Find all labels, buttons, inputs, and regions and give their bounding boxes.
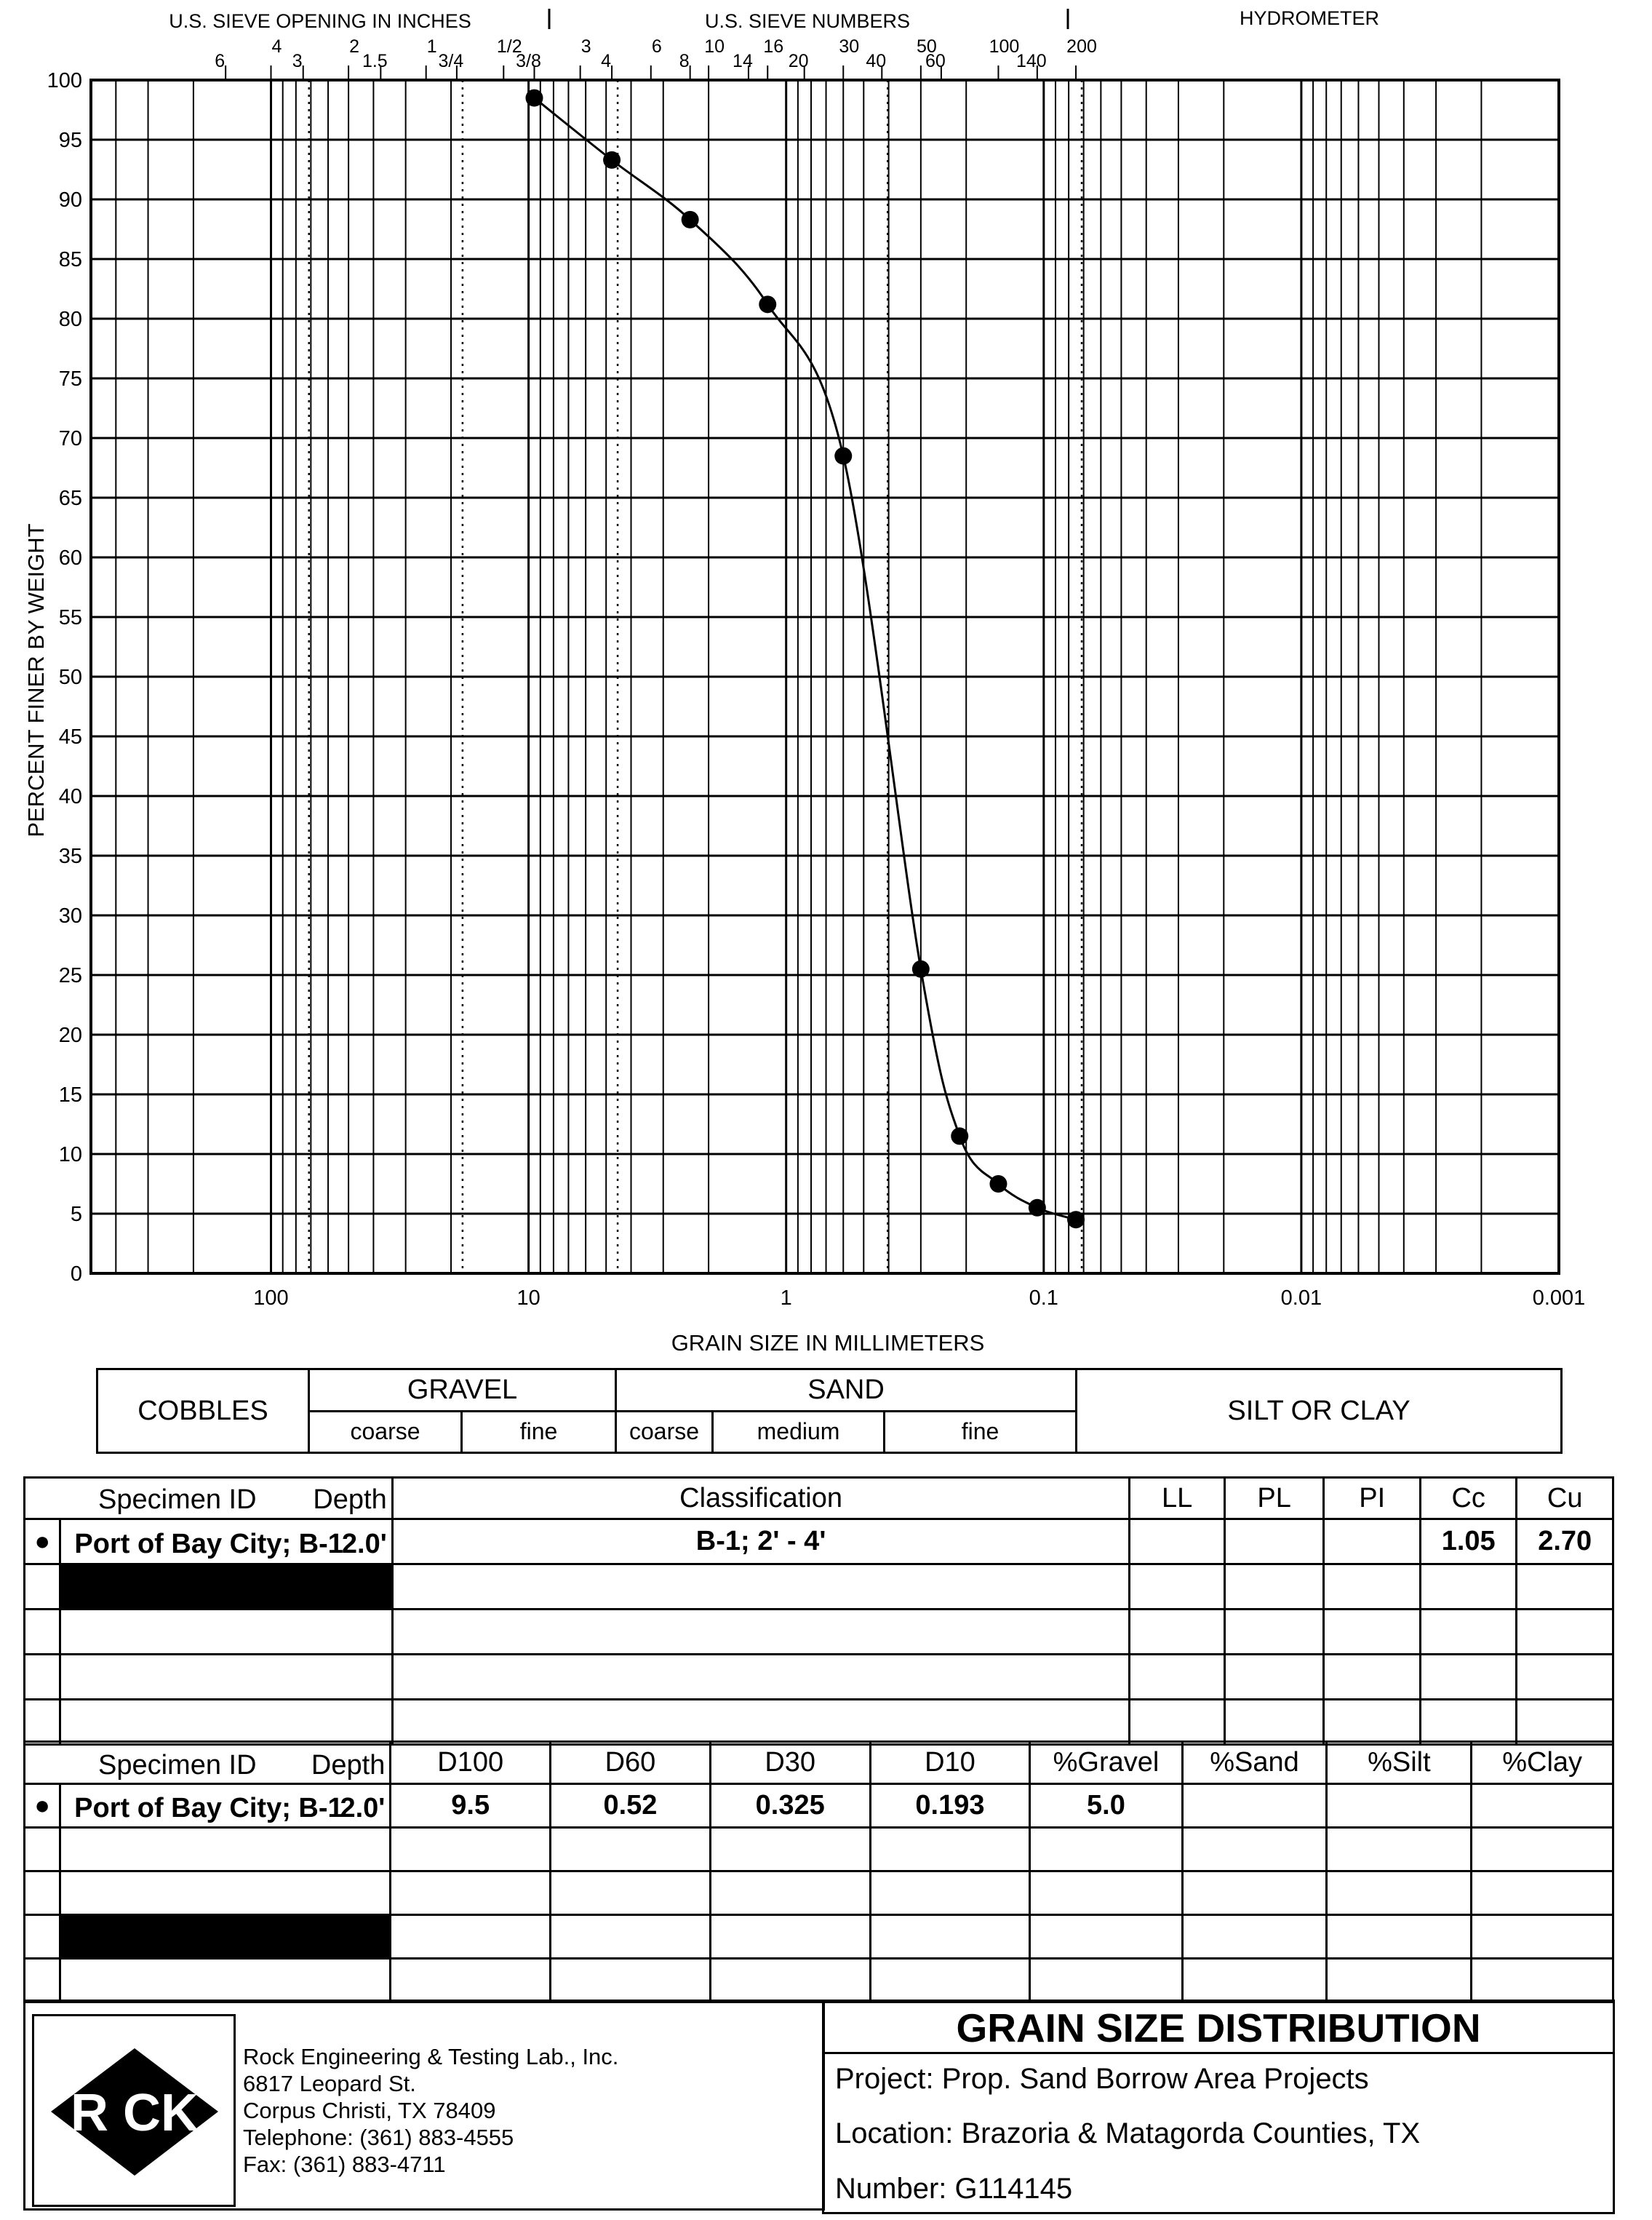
sieve-markers: [215, 36, 1097, 1273]
table2-d100-value: 9.5: [391, 1784, 551, 1828]
sieve-label: 40: [866, 51, 887, 71]
circle-marker-icon: ●: [34, 1526, 51, 1556]
sieve-label: 8: [679, 51, 690, 71]
y-tick-label: 60: [58, 546, 82, 570]
company-telephone: Telephone: (361) 883-4555: [243, 2125, 514, 2150]
y-tick-label: 95: [58, 129, 82, 152]
y-tick-label: 100: [47, 69, 82, 92]
logo-text: R CK: [71, 2084, 199, 2142]
classification-table: [23, 1476, 1614, 1746]
data-point: [1067, 1211, 1085, 1228]
data-point: [759, 295, 776, 313]
y-tick-label: 45: [58, 725, 82, 749]
table-row: [25, 1700, 60, 1745]
table-row: [25, 1871, 60, 1915]
table2-header-d60: D60: [551, 1742, 711, 1784]
sieve-label: 200: [1066, 36, 1097, 57]
table2-clay-value: [1472, 1784, 1613, 1828]
company-name: Rock Engineering & Testing Lab., Inc.: [243, 2044, 619, 2069]
x-tick-label: 100: [253, 1286, 289, 1310]
report-title: GRAIN SIZE DISTRIBUTION: [956, 2005, 1481, 2050]
gradation-curve: [534, 98, 1076, 1220]
company-city: Corpus Christi, TX 78409: [243, 2098, 496, 2123]
x-tick-label: 0.1: [1029, 1286, 1058, 1310]
y-tick-label: 85: [58, 248, 82, 271]
table2-header-gravel: %Gravel: [1030, 1742, 1182, 1784]
location-line: Location: Brazoria & Matagorda Counties, TX: [835, 2117, 1421, 2149]
rock-logo: [44, 2045, 226, 2179]
table1-pl-value: [1224, 1519, 1324, 1564]
sieve-label: 4: [271, 36, 282, 57]
table1-ll-value: [1130, 1519, 1224, 1564]
table2-depth-value: 2.0': [340, 1793, 386, 1823]
table2-header-d30: D30: [710, 1742, 870, 1784]
table1-header-pl: PL: [1224, 1478, 1324, 1519]
y-tick-label: 25: [58, 964, 82, 987]
table2-d60-value: 0.52: [551, 1784, 711, 1828]
table-row: [25, 1655, 60, 1700]
hydrometer-header: HYDROMETER: [1239, 7, 1380, 29]
sieve-label: 3: [292, 51, 303, 71]
table-row: [25, 1564, 60, 1610]
data-point: [525, 89, 543, 107]
sieve-label: 6: [215, 51, 226, 71]
x-tick-label: 10: [516, 1286, 540, 1310]
table2-depth-label: Depth: [311, 1750, 386, 1781]
y-tick-label: 0: [70, 1262, 82, 1286]
y-axis-title: PERCENT FINER BY WEIGHT: [23, 523, 49, 838]
data-point: [603, 151, 621, 169]
y-tick-label: 10: [58, 1143, 82, 1166]
sieve-label: 30: [839, 36, 860, 57]
gradation-table: [23, 1740, 1614, 2003]
table2-sand-value: [1182, 1784, 1327, 1828]
sieve-label: 10: [704, 36, 725, 57]
title-divider: [822, 2052, 1615, 2054]
sand-label: SAND: [616, 1369, 1077, 1412]
redacted-cell: [60, 1564, 392, 1610]
table2-header-specimen: [25, 1742, 391, 1784]
sieve-label: 1: [426, 36, 437, 57]
project-line: Project: Prop. Sand Borrow Area Projects: [835, 2063, 1369, 2095]
sieve-label: 1/2: [496, 36, 522, 57]
y-tick-label: 5: [70, 1203, 82, 1226]
table1-header-cu: Cu: [1517, 1478, 1613, 1519]
sieve-label: 60: [925, 51, 946, 71]
company-fax: Fax: (361) 883-4711: [243, 2152, 446, 2177]
sieve-opening-inches-header: U.S. SIEVE OPENING IN INCHES: [169, 10, 471, 32]
sieve-label: 14: [733, 51, 753, 71]
table1-classification-value: B-1; 2' - 4': [392, 1519, 1130, 1564]
table1-header-specimen: [25, 1478, 393, 1519]
table1-specimen-label: Specimen ID: [98, 1484, 257, 1515]
y-tick-label: 20: [58, 1024, 82, 1047]
sieve-label: 50: [916, 36, 937, 57]
cobbles-label: COBBLES: [97, 1369, 309, 1453]
x-axis-title: GRAIN SIZE IN MILLIMETERS: [671, 1330, 985, 1356]
y-tick-label: 50: [58, 666, 82, 689]
table1-header-ll: LL: [1130, 1478, 1224, 1519]
silt-or-clay-label: SILT OR CLAY: [1077, 1369, 1562, 1453]
table1-pi-value: [1324, 1519, 1420, 1564]
gravel-label: GRAVEL: [309, 1369, 616, 1412]
y-tick-label: 15: [58, 1083, 82, 1107]
gravel-coarse-label: coarse: [309, 1411, 462, 1453]
table2-header-silt: %Silt: [1327, 1742, 1472, 1784]
table1-depth-value: 2.0': [341, 1529, 387, 1559]
sand-medium-label: medium: [713, 1411, 885, 1453]
table2-gravel-value: 5.0: [1030, 1784, 1182, 1828]
data-point: [951, 1127, 968, 1145]
sieve-label: 16: [763, 36, 784, 57]
table2-header-sand: %Sand: [1182, 1742, 1327, 1784]
table1-depth-label: Depth: [313, 1484, 387, 1515]
table2-specimen-label: Specimen ID: [98, 1750, 257, 1781]
number-line: Number: G114145: [835, 2173, 1073, 2205]
table1-cc-value: 1.05: [1420, 1519, 1516, 1564]
data-point: [834, 447, 852, 465]
y-tick-label: 70: [58, 427, 82, 450]
y-tick-label: 40: [58, 785, 82, 808]
gravel-fine-label: fine: [462, 1411, 616, 1453]
table-row: [25, 1828, 60, 1871]
sand-coarse-label: coarse: [616, 1411, 713, 1453]
table2-d10-value: 0.193: [870, 1784, 1030, 1828]
y-tick-label: 80: [58, 308, 82, 331]
sieve-label: 100: [989, 36, 1020, 57]
soil-classification-band: [96, 1368, 1563, 1454]
table1-row-specimen: [60, 1519, 392, 1564]
company-address-block: [243, 2043, 618, 2178]
y-tick-label: 55: [58, 606, 82, 629]
table1-header-pi: PI: [1324, 1478, 1420, 1519]
sieve-label: 140: [1015, 51, 1047, 71]
chart-axes: [47, 69, 1586, 1310]
sieve-label: 2: [349, 36, 360, 57]
specimen-marker: [25, 1519, 60, 1564]
sieve-label: 1.5: [362, 51, 388, 71]
table2-header-d10: D10: [870, 1742, 1030, 1784]
sieve-label: 3/8: [516, 51, 541, 71]
sieve-label: 6: [651, 36, 662, 57]
table1-cu-value: 2.70: [1517, 1519, 1613, 1564]
sieve-label: 3/4: [438, 51, 464, 71]
table2-silt-value: [1327, 1784, 1472, 1828]
y-tick-label: 30: [58, 904, 82, 928]
chart-grid: [91, 80, 1559, 1273]
x-tick-label: 0.001: [1532, 1286, 1586, 1310]
sieve-label: 4: [601, 51, 612, 71]
x-tick-label: 0.01: [1280, 1286, 1322, 1310]
y-tick-label: 65: [58, 487, 82, 510]
table-row: [25, 1610, 60, 1655]
data-point: [1029, 1199, 1046, 1217]
data-point: [682, 211, 699, 228]
table2-row-specimen: [60, 1784, 391, 1828]
x-tick-label: 1: [780, 1286, 792, 1310]
company-street: 6817 Leopard St.: [243, 2071, 416, 2096]
table-row: [25, 1915, 60, 1959]
table1-specimen-value: Port of Bay City; B-1: [74, 1529, 343, 1559]
y-tick-label: 35: [58, 845, 82, 868]
y-tick-label: 75: [58, 367, 82, 391]
y-tick-label: 90: [58, 188, 82, 212]
table2-d30-value: 0.325: [710, 1784, 870, 1828]
table2-header-d100: D100: [391, 1742, 551, 1784]
circle-marker-icon: ●: [34, 1790, 50, 1820]
sieve-label: 3: [580, 36, 591, 57]
sieve-numbers-header: U.S. SIEVE NUMBERS: [704, 10, 911, 32]
data-point: [912, 960, 930, 978]
table2-specimen-value: Port of Bay City; B-1: [74, 1793, 343, 1823]
table-row: [25, 1959, 60, 2002]
data-point: [989, 1175, 1007, 1193]
sand-fine-label: fine: [885, 1411, 1077, 1453]
table2-header-clay: %Clay: [1472, 1742, 1613, 1784]
redacted-cell: [60, 1915, 391, 1959]
sieve-label: 20: [788, 51, 809, 71]
table1-header-cc: Cc: [1420, 1478, 1516, 1519]
table1-header-classification: Classification: [392, 1478, 1130, 1519]
specimen-marker: [25, 1784, 60, 1828]
